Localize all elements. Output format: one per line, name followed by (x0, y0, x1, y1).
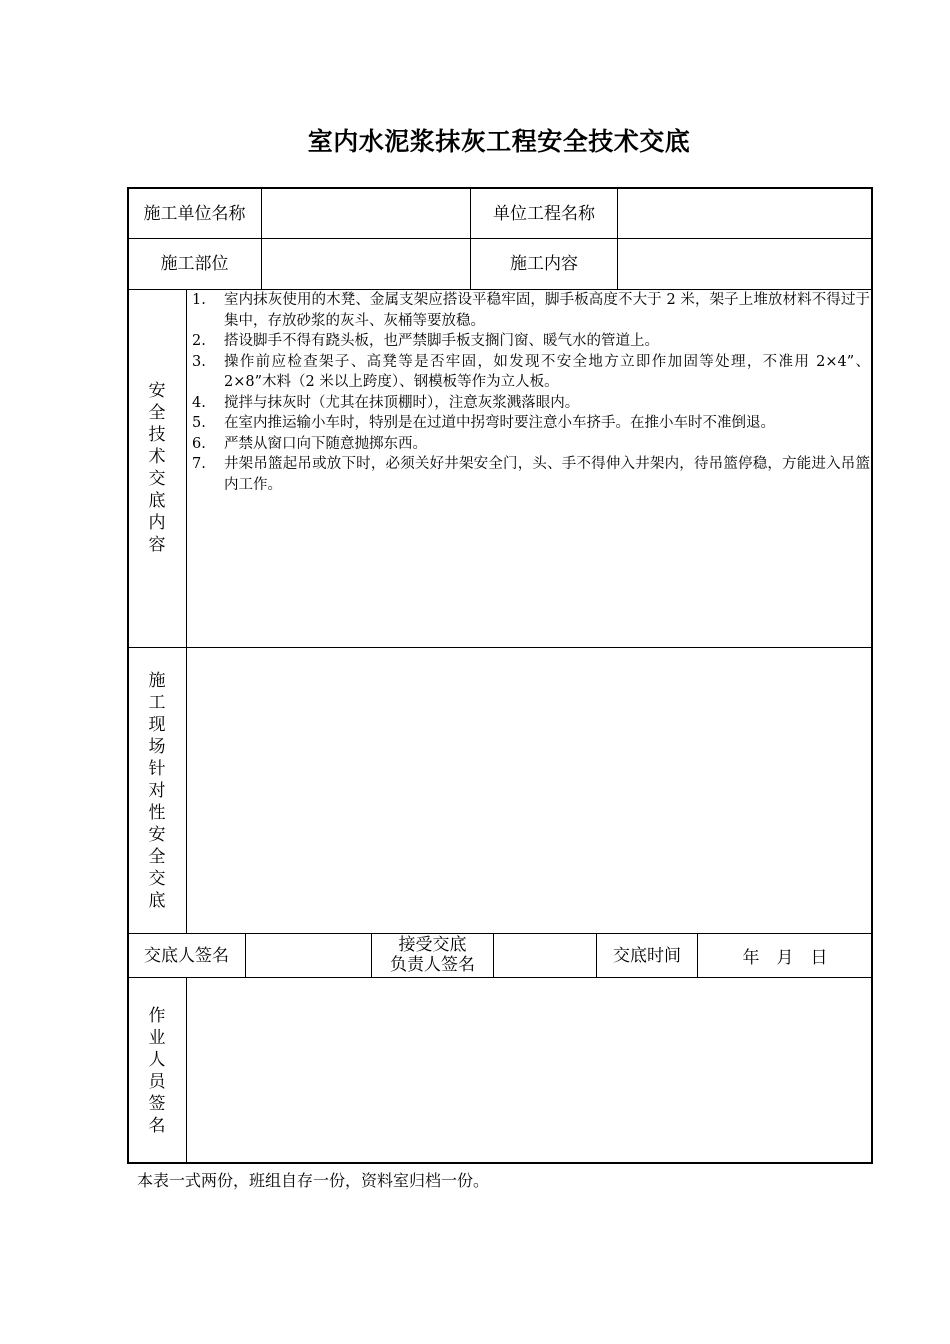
workers-signature-area[interactable] (188, 979, 871, 1162)
list-item: 6. 严禁从窗口向下随意抛掷东西。 (192, 435, 427, 452)
document-title: 室内水泥浆抹灰工程安全技术交底 (307, 127, 691, 156)
row-divider (127, 647, 873, 648)
project-name-label: 单位工程名称 (493, 203, 595, 224)
col-divider (186, 289, 187, 933)
list-item: 3. 操作前应检查架子、高凳等是否牢固，如发现不安全地方立即作加固等处理，不准用 2×4”、2×8”木料（2 米以上跨度）、钢模板等作为立人板。 (192, 353, 870, 390)
list-item: 5. 在室内推运输小车时，特别是在过道中拐弯时要注意小车挤手。在推小车时不准倒退。 (192, 415, 775, 431)
safety-section-label: 安全技术交底内容 (148, 381, 166, 555)
list-item: 2. 搭设脚手不得有跷头板，也严禁脚手板支搁门窗、暖气水的管道上。 (192, 333, 659, 349)
project-name-value[interactable] (618, 189, 871, 238)
col-divider (186, 977, 187, 1163)
discloser-signature-field[interactable] (246, 934, 371, 977)
construction-unit-label: 施工单位名称 (143, 203, 246, 224)
site-section-content[interactable] (188, 649, 871, 932)
footer-note: 本表一式两份，班组自存一份，资料室归档一份。 (137, 1171, 490, 1190)
receiver-signature-field[interactable] (494, 934, 596, 977)
construction-content-label: 施工内容 (510, 254, 578, 274)
safety-items-list (192, 290, 870, 495)
site-section-label: 施工现场针对性安全交底 (148, 671, 166, 911)
disclosure-time-label: 交底时间 (613, 945, 681, 966)
list-item: 1. 室内抹灰使用的木凳、金属支架应搭设平稳牢固，脚手板高度不大于 2 米，架子上堆放材料不得过于集中，存放砂浆的灰斗、灰桶等要放稳。 (192, 292, 870, 329)
discloser-signature-label: 交底人签名 (144, 945, 229, 966)
receiver-label-line1: 接受交底 (398, 935, 467, 955)
list-item: 7. 井架吊篮起吊或放下时，必须关好井架安全门，头、手不得伸入井架内，待吊篮停稳，方能进入吊篮内工作。 (192, 456, 870, 493)
receiver-signature-label (372, 934, 493, 977)
construction-location-value[interactable] (262, 239, 470, 289)
construction-content-value[interactable] (618, 239, 871, 289)
row-divider (127, 977, 873, 978)
disclosure-date-field[interactable]: 年 月 日 (742, 948, 828, 968)
workers-section-label: 作业人员签名 (148, 1006, 166, 1136)
list-item: 4. 搅拌与抹灰时（尤其在抹顶棚时），注意灰浆溅落眼内。 (192, 394, 580, 411)
receiver-label-line2: 负责人签名 (390, 955, 475, 975)
construction-location-label: 施工部位 (160, 254, 229, 274)
construction-unit-value[interactable] (262, 189, 470, 238)
